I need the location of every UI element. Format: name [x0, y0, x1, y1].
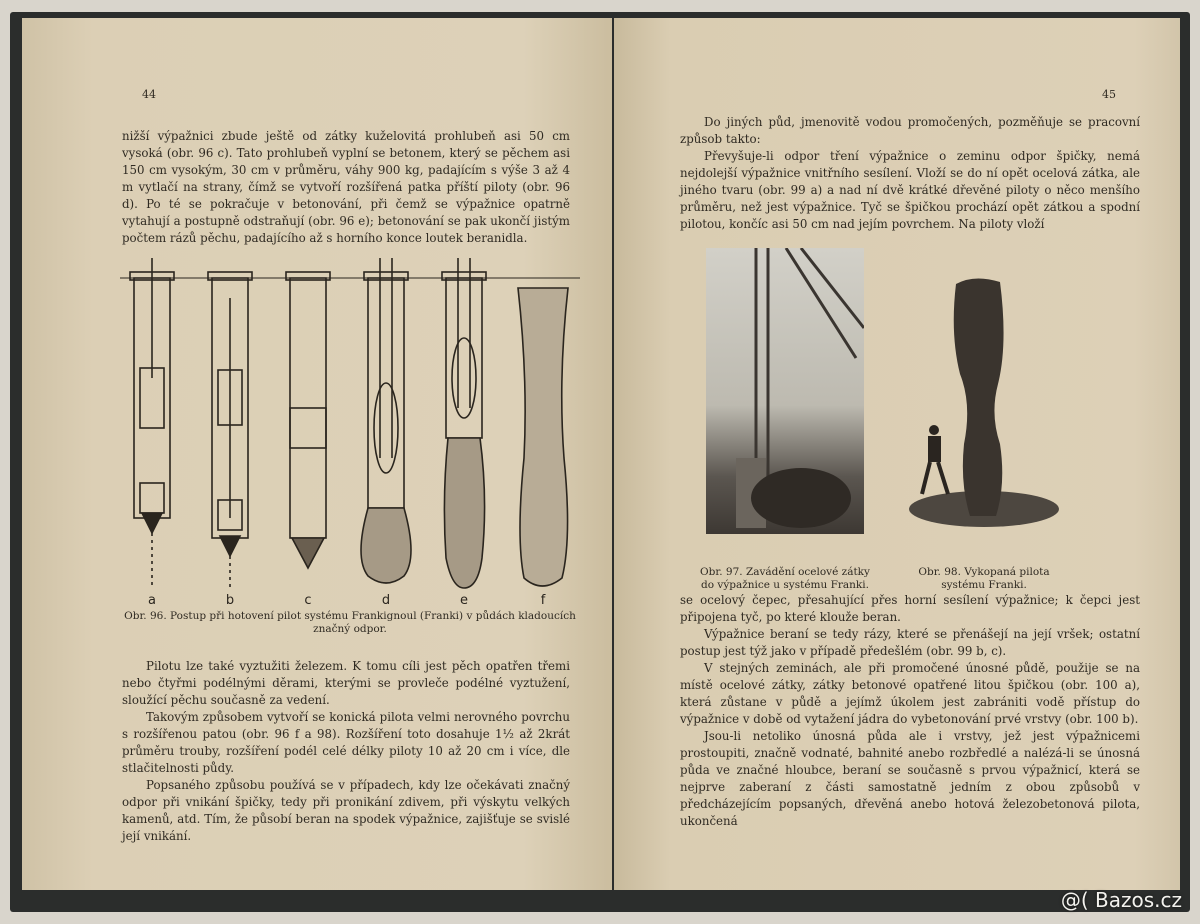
figure-98-caption: Obr. 98. Vykopaná pilota systému Franki. [918, 566, 1050, 591]
pile-a [130, 258, 174, 588]
page-number-right: 45 [1102, 88, 1116, 101]
right-para-1-text: Do jiných půd, jmenovitě vodou promočených, pozměňuje se pracovní způsob takto: [680, 115, 1140, 146]
fig-label-c: c [304, 593, 312, 608]
right-para-3-text: se ocelový čepec, přesahující přes horní sesílení výpažnice; k čepci jest připojena tyč, po které klouže beran. [680, 593, 1140, 624]
figure-98-photo [904, 254, 1064, 534]
figure-97-caption: Obr. 97. Zavádění ocelové zátky do výpažnice u systému Franki. [700, 566, 870, 591]
pile-b [208, 272, 252, 588]
fig-label-e: e [460, 593, 468, 608]
fig-label-b: b [225, 593, 235, 608]
left-para-2-text: Pilotu lze také vyztužiti železem. K tomu cíli jest pěch opatřen třemi nebo čtyřmi podélnými děrami, kterými se provleče podélné vyztužení, sloužící pěchu současně za vedení. [122, 659, 570, 707]
left-para-3-text: Takovým způsobem vytvoří se konická pilota velmi nerovného povrchu s rozšířenou patou (obr. 96 f a 98). Rozšíření toto dosahuje 1½ až 2krát průměru trouby, rozšíření podél celé délky piloty 10 až 20 cm i více, dle stlačitelnosti půdy. [122, 710, 570, 775]
right-para-6-text: Jsou-li netoliko únosná půda ale i vrstvy, jež jest výpažnicemi prostoupiti, značně vodnaté, bahnité anebo rozbředlé a nalézá-li se únosná půda ve značné hloubce, beraní se současně s prvou výpažnicí, která se nejprve zaberaní z části samostatně jedním z obou způsobů v předcházejícím popsaných, dřevěná anebo hotová železobetonová pilota, ukončená [680, 729, 1140, 828]
left-paragraph-1 [122, 128, 570, 247]
pile-d [361, 258, 411, 583]
left-para-4-text: Popsaného způsobu používá se v případech, kdy lze očekávati značný odpor při vnikání špičky, tedy při pronikání zdivem, při výskytu velkých kamenů, atd. Tím, že působí beran na spodek výpažnice, zajišťuje se svislé její vnikání. [122, 778, 570, 843]
left-paragraphs-2 [122, 658, 570, 845]
right-paragraphs-2 [680, 592, 1140, 830]
right-para-5-text: V stejných zeminách, ale při promočené únosné půdě, použije se na místě ocelové zátky, zátky betonové opatřené litou špičkou (obr. 100 a), která zůstane v půdě a jejímž úkolem jest zabrániti vodě přístup do výpažnice v době od vytažení jádra do vybetonování prvé vrstvy (obr. 100 b). [680, 661, 1140, 726]
pile-f [518, 288, 568, 586]
right-para-4-text: Výpažnice beraní se tedy rázy, které se přenášejí na její vršek; ostatní postup jest týž jako v případě předešlém (obr. 99 b, c). [680, 627, 1140, 658]
bazos-watermark: @( Bazos.cz [1060, 888, 1182, 912]
right-paragraphs-1 [680, 114, 1140, 233]
fig-label-d: d [381, 593, 391, 608]
fig-label-a: a [148, 593, 156, 608]
figure-96-diagram [120, 258, 580, 608]
right-para-2-text: Převyšuje-li odpor tření výpažnice o zeminu odpor špičky, nemá nejdolejší výpažnice vnitřního sesílení. Vloží se do ní opět ocelová zátka, ale jiného tvaru (obr. 99 a) a nad ní dvě krátké dřevěné piloty o něco menšího průměru, než jest výpažnice. Tyč se špičkou prochází opět zátkou a spodní pilotou, končíc asi 50 cm nad jejím povrchem. Na piloty vloží [680, 149, 1140, 231]
figure-97-photo [706, 248, 864, 534]
left-para-1-text: nižší výpažnici zbude ještě od zátky kuželovitá prohlubeň asi 50 cm vysoká (obr. 96 c). Tato prohlubeň vyplní se betonem, který se pěchem asi 150 cm vysokým, 30 cm v průměru, váhy 900 kg, padajícím s výše 3 až 4 m vytlačí na strany, čímž se vytvoří rozšířená patka příští piloty (obr. 96 d). Po té se pokračuje v betonování, při čemž se výpažnice opatrně vytahují a postupně odstraňují (obr. 96 e); betonování se pak ukončí jistým počtem rázů pěchu, padajícího až s horního konce loutek beranidla. [122, 129, 570, 245]
page-number-left: 44 [142, 88, 156, 101]
fig-label-f: f [540, 593, 546, 608]
right-page [614, 18, 1180, 890]
pile-e [442, 258, 486, 588]
pile-c [286, 272, 330, 568]
left-page [22, 18, 612, 890]
figure-96-caption: Obr. 96. Postup při hotovení pilot systému Frankignoul (Franki) v půdách kladoucích značný odpor. [124, 610, 576, 635]
